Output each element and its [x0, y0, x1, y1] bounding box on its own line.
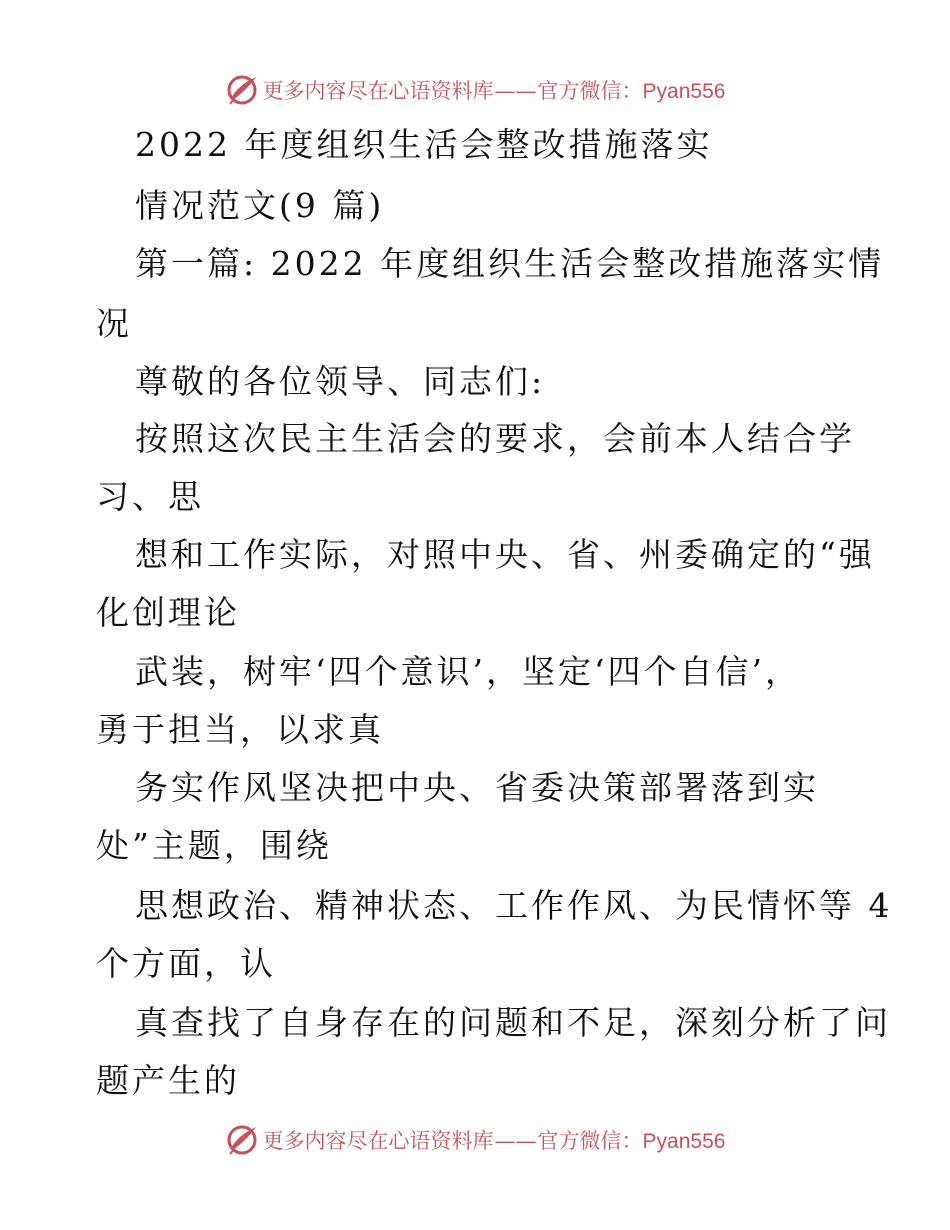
doc-title-line-1: 2022 年度组织生活会整改措施落实	[135, 125, 713, 164]
section-heading-line-2: 况	[96, 304, 132, 343]
body-line: 个方面，认	[96, 944, 276, 983]
body-line: 习、思	[96, 477, 204, 516]
body-line: 处”主题，围绕	[96, 826, 332, 865]
watermark-banner-top	[0, 70, 950, 110]
quill-pen-logo-icon	[225, 1123, 259, 1157]
salutation: 尊敬的各位领导、同志们:	[135, 362, 546, 401]
body-line: 想和工作实际，对照中央、省、州委确定的“强	[135, 535, 875, 574]
watermark-banner-bottom	[0, 1120, 950, 1160]
body-line: 按照这次民主生活会的要求，会前本人结合学	[135, 419, 855, 458]
watermark-text: 更多内容尽在心语资料库——官方微信：Pyan556	[262, 1129, 726, 1153]
body-line: 化创理论	[96, 593, 240, 632]
body-line: 务实作风坚决把中央、省委决策部署落到实	[135, 768, 819, 807]
watermark-text: 更多内容尽在心语资料库——官方微信：Pyan556	[262, 79, 726, 103]
body-line: 武装，树牢‘四个意识’，坚定‘四个自信’，	[135, 652, 801, 691]
quill-pen-logo-icon	[225, 73, 259, 107]
body-line: 真查找了自身存在的问题和不足，深刻分析了问	[135, 1003, 891, 1042]
doc-title-line-2: 情况范文(9 篇)	[135, 186, 385, 225]
section-heading-line-1: 第一篇: 2022 年度组织生活会整改措施落实情	[135, 244, 885, 283]
body-line: 题产生的	[96, 1061, 240, 1100]
body-line: 思想政治、精神状态、工作作风、为民情怀等 4	[135, 886, 893, 925]
body-line: 勇于担当，以求真	[96, 710, 384, 749]
